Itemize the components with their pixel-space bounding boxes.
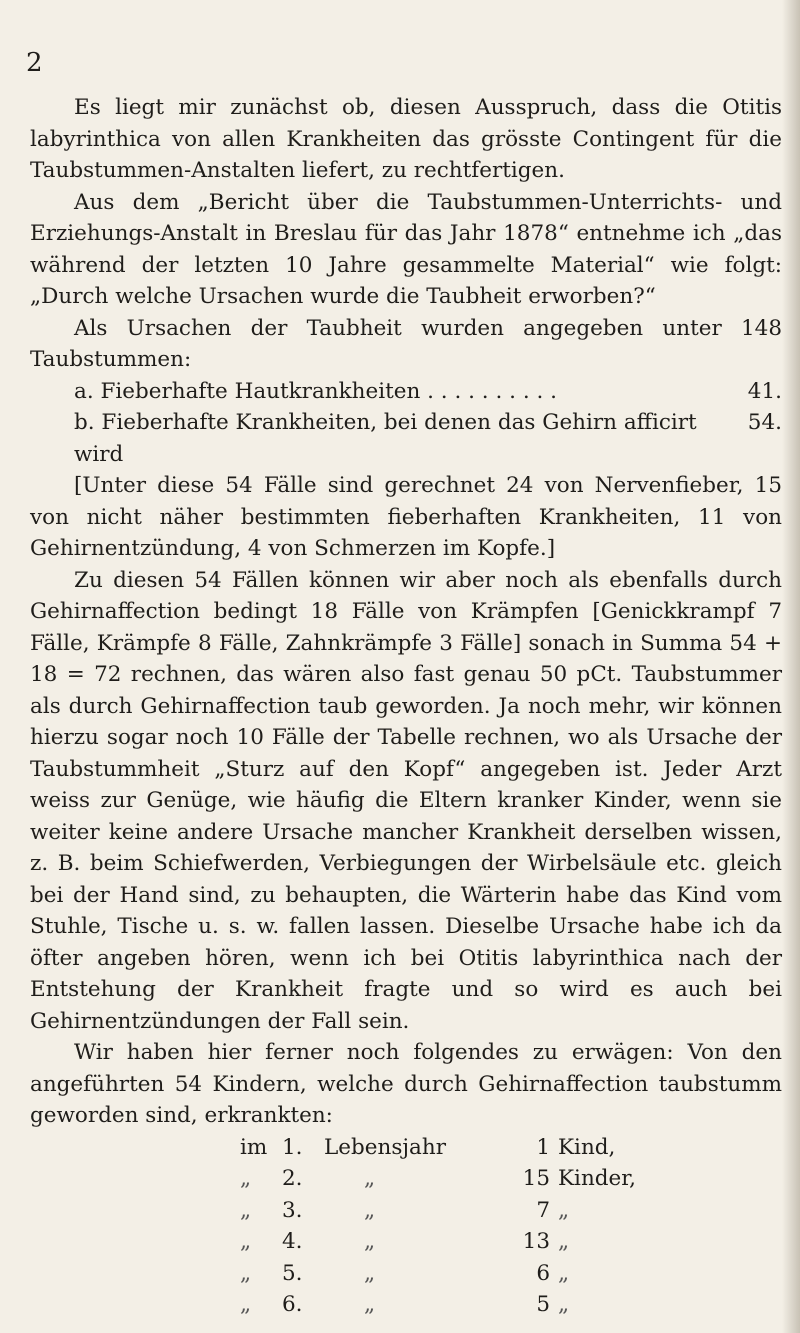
table-cell-prefix: „ bbox=[240, 1197, 252, 1223]
paragraph-3: Als Ursachen der Taubheit wurden angegeben unter 148 Taubstummen: bbox=[30, 315, 782, 372]
table-cell-unit: „ bbox=[558, 1292, 570, 1317]
table-cell-word: „ bbox=[364, 1229, 376, 1254]
paragraph-5: Zu diesen 54 Fällen können wir aber noch als ebenfalls durch Gehirnaffection bedingt 18 Fälle von Krämpfen [Genickkrampf 7 Fälle, Krämpfe 8 Fälle, Zahnkrämpfe 3 Fälle] sonach in Summa 54 + 18 = 72 rechnen, das wären also fast genau 50 pCt. Taubstummer als durch Gehirnaffection taub geworden. Ja noch mehr, wir können hierzu sogar noch 10 Fälle der Tabelle rechnen, wo als Ursache der Taubstummheit „Sturz auf den Kopf“ angegeben ist. Jeder Arzt weiss zur Genüge, wie häufig die Eltern kranker Kinder, wenn sie weiter keine andere Ursache mancher Krankheit derselben wissen, z. B. beim Schiefwerden, Verbiegungen der Wirbelsäule etc. gleich bei der Hand sind, zu behaupten, die Wärterin habe das Kind vom Stuhle, Tische u. s. w. fallen lassen. Dieselbe Ursache habe ich da öfter angeben hören, wenn ich bei Otitis labyrinthica nach der Entstehung der Krankheit fragte und so wird es auch bei Gehirnentzündungen der Fall sein. bbox=[30, 567, 782, 1034]
table-cell-count: 5 bbox=[536, 1292, 550, 1317]
table-cell-prefix: im bbox=[240, 1134, 268, 1160]
list-item-b bbox=[74, 407, 782, 470]
age-table bbox=[240, 1132, 636, 1321]
table-cell-year: 2. bbox=[282, 1166, 303, 1191]
table-cell-unit: „ bbox=[558, 1197, 570, 1223]
table-cell-prefix: „ bbox=[240, 1292, 252, 1317]
table-cell-word: „ bbox=[364, 1292, 376, 1317]
list-item-a-value: 41. bbox=[747, 378, 782, 404]
table-cell-word: „ bbox=[364, 1260, 376, 1286]
list-item-b-value: 54. bbox=[747, 410, 782, 435]
table-cell-count: 6 bbox=[536, 1260, 550, 1286]
table-cell-count: 15 bbox=[522, 1166, 550, 1191]
table-cell-year: 1. bbox=[282, 1134, 303, 1160]
table-cell-prefix: „ bbox=[240, 1229, 252, 1254]
paragraph-6: Wir haben hier ferner noch folgendes zu erwägen: Von den angeführten 54 Kindern, welche durch Gehirnaffection taubstumm geworden sind, erkrankten: bbox=[30, 1040, 782, 1128]
table-row bbox=[240, 1289, 636, 1321]
paragraph-4: [Unter diese 54 Fälle sind gerechnet 24 von Nervenfieber, 15 von nicht näher bestimmten fieberhaften Krankheiten, 11 von Gehirnentzündung, 4 von Schmerzen im Kopfe.] bbox=[30, 473, 782, 561]
body-text bbox=[30, 92, 782, 1321]
paragraph-1: Es liegt mir zunächst ob, diesen Ausspruch, dass die Otitis labyrinthica von allen Krankheiten das grösste Contingent für die Taubstummen-Anstalten liefert, zu rechtfertigen. bbox=[30, 95, 782, 183]
page-edge-shadow bbox=[782, 0, 800, 1333]
table-cell-unit: „ bbox=[558, 1260, 570, 1286]
table-row bbox=[240, 1195, 636, 1227]
paragraph-2: Aus dem „Bericht über die Taubstummen-Unterrichts- und Erziehungs-Anstalt in Breslau für das Jahr 1878“ entnehme ich „das während der letzten 10 Jahre gesammelte Material“ wie folgt: „Durch welche Ursachen wurde die Taubheit erworben?“ bbox=[30, 189, 782, 309]
table-cell-word: „ bbox=[364, 1166, 376, 1191]
table-cell-year: 3. bbox=[282, 1197, 303, 1223]
page-number: 2 bbox=[26, 48, 43, 78]
table-cell-word: Lebensjahr bbox=[324, 1134, 446, 1160]
table-cell-unit: „ bbox=[558, 1229, 570, 1254]
list-item-a-label: a. Fieberhafte Hautkrankheiten . . . . . . . . . . bbox=[74, 378, 557, 404]
table-cell-count: 13 bbox=[522, 1229, 550, 1254]
table-cell-word: „ bbox=[364, 1197, 376, 1223]
table-row bbox=[240, 1132, 636, 1164]
table-cell-year: 4. bbox=[282, 1229, 303, 1254]
table-cell-unit: Kinder, bbox=[558, 1166, 637, 1191]
table-cell-count: 1 bbox=[536, 1134, 550, 1160]
table-cell-prefix: „ bbox=[240, 1166, 252, 1191]
table-cell-count: 7 bbox=[536, 1197, 550, 1223]
table-row bbox=[240, 1258, 636, 1290]
table-cell-year: 6. bbox=[282, 1292, 303, 1317]
table-row bbox=[240, 1226, 636, 1258]
list-item-a bbox=[74, 376, 782, 408]
table-cell-prefix: „ bbox=[240, 1260, 252, 1286]
table-cell-year: 5. bbox=[282, 1260, 303, 1286]
table-row bbox=[240, 1163, 636, 1195]
list-item-b-label: b. Fieberhafte Krankheiten, bei denen das Gehirn afficirt wird bbox=[74, 410, 697, 467]
table-cell-unit: Kind, bbox=[558, 1134, 616, 1160]
